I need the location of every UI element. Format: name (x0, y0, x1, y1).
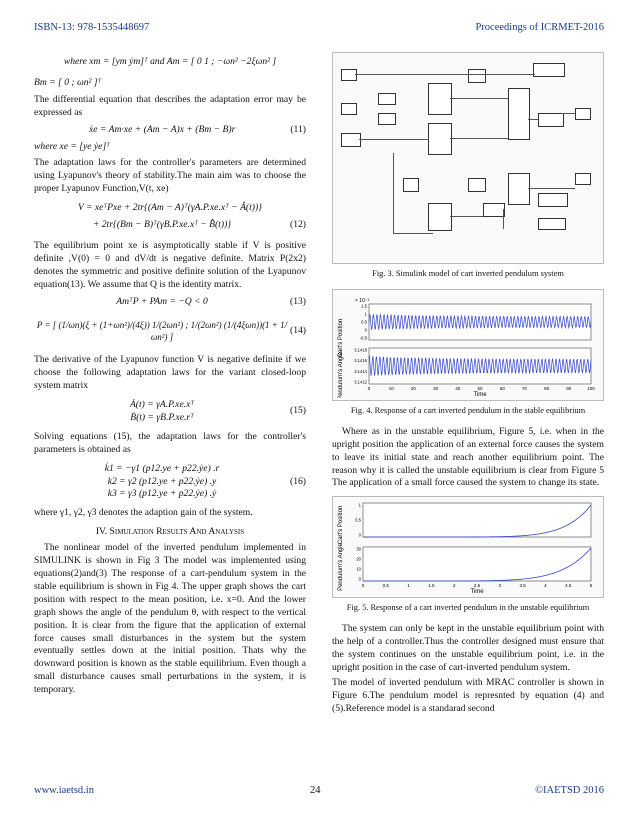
simulink-block (341, 103, 357, 115)
fig4-bottom-axes (369, 348, 591, 384)
x-tick-label: 30 (433, 385, 439, 391)
paragraph-solving: Solving equations (15), the adaptation laws for the controller's parameters is obtained as (34, 430, 306, 455)
x-tick-label: 100 (587, 385, 595, 391)
header-isbn: ISBN-13: 978-1535448697 (34, 22, 150, 33)
signal-line (359, 139, 429, 140)
y-tick-label: 1 (358, 502, 361, 508)
simulink-block (378, 93, 396, 105)
figure-5-unstable-response (332, 496, 604, 598)
simulink-block (483, 203, 505, 217)
figure-4-plot (333, 290, 603, 398)
y-tick-label: 0 (358, 532, 361, 538)
simulink-block (575, 108, 591, 120)
fig4-ylabel-bottom: Pendulum's Angle (338, 351, 344, 398)
signal-line (562, 113, 575, 114)
equation-12a: V = xeᵀPxe + 2tr{(Am − A)ᵀ(γA.P.xe.xᵀ − Â(t))} (77, 202, 263, 214)
simulink-block (378, 113, 396, 125)
figure-5-caption: Fig. 5. Response of a cart inverted pendulum in the unstable equilibrium (346, 603, 590, 613)
x-tick-label: 90 (566, 385, 572, 391)
signal-line (450, 98, 508, 99)
footer-website: www.iaetsd.in (34, 785, 94, 796)
signal-line (528, 119, 538, 120)
x-tick-label: 3.5 (519, 583, 526, 589)
fig4-xlabel: Time (473, 391, 487, 398)
x-tick-label: 50 (477, 385, 483, 391)
equation-bm: Bm = [ 0 ; ωn² ]ᵀ (34, 76, 102, 88)
signal-line (393, 153, 394, 233)
y-tick-label: 10 (356, 566, 361, 572)
simulink-block (468, 69, 486, 83)
y-tick-label: 3.1418 (354, 347, 367, 353)
signal-line (355, 74, 535, 75)
x-tick-label: 10 (388, 385, 394, 391)
y-tick-label: 1 (364, 311, 367, 317)
equation-xm: where xm = [ym ẏm]ᵀ and Am = [ 0 1 ; −ωn² −2ξωn² ] (63, 56, 277, 67)
paragraph-gamma: where γ1, γ2, γ3 denotes the adaption gain of the system. (34, 507, 253, 519)
simulink-block (575, 173, 591, 185)
simulink-block (428, 83, 452, 115)
y-tick-label: 0 (358, 576, 361, 582)
x-tick-label: 40 (455, 385, 461, 391)
y-tick-label: 3.1412 (354, 379, 367, 385)
left-column (34, 52, 306, 699)
paragraph-adapt-error: The differential equation that describes the adaptation error may be expressed as (34, 93, 306, 118)
equation-13: AmᵀP + PAm = −Q < 0 (13) (116, 295, 306, 307)
simulink-block (538, 113, 564, 127)
signal-line (450, 138, 508, 139)
figure-5-plot (333, 497, 603, 595)
x-tick-label: 2 (452, 583, 456, 589)
equation-12b: + 2tr{(Bm − B)ᵀ(γB.P.xe.xᵀ − B̂(t))} (12) (92, 219, 306, 231)
simulink-block (341, 133, 361, 147)
paragraph-unstable-2: The system can only be kept in the unstable equilibrium point with the help of a controller.Thus the controller designed must ensure that the system continues on the unstable equilibrium point, i.e. in the upright position in the case of cart-inverted pendulum system. (332, 623, 604, 673)
paragraph-derivative: The derivative of the Lyapunov function V is negative definite if we choose the following adaptation laws for the variant closed-loop system matrix (34, 354, 306, 392)
x-tick-label: 20 (410, 385, 416, 391)
signal-line (393, 233, 433, 234)
equation-11: ẋe = Am·xe + (Am − A)x + (Bm − B)r (11) (89, 123, 306, 135)
x-tick-label: 4 (544, 583, 547, 589)
y-tick-label: 20 (356, 556, 361, 562)
right-column (332, 52, 604, 718)
page-number: 24 (310, 785, 321, 796)
header-proceedings: Proceedings of ICRMET-2016 (475, 22, 604, 33)
simulink-block (538, 193, 568, 207)
x-tick-label: 60 (499, 385, 505, 391)
y-tick-label: 3.1414 (354, 368, 367, 374)
fig5-ylabel-bottom: Pendulum's Angle (338, 543, 344, 592)
signal-line (503, 209, 504, 229)
simulink-block (428, 123, 452, 155)
fig5-top-axes (363, 503, 591, 537)
paragraph-mrac: The model of inverted pendulum with MRAC controller is shown in Figure 6.The pendulum model is represnted by equation (4) and (5).Reference model is a standarad second (332, 676, 604, 714)
x-tick-label: 0 (367, 385, 371, 391)
y-tick-label: 0 (364, 327, 367, 333)
simulink-block (508, 88, 530, 140)
y-tick-label: 3.1416 (354, 358, 367, 364)
equation-15: Ȧ(t) = γA.P.xe.xᵀ Ḃ(t) = γB.P.xe.rᵀ (15) (129, 399, 306, 423)
section-heading: IV. Simulation Results And Analysis (95, 526, 245, 538)
y-tick-label: 0.5 (361, 319, 367, 325)
x-tick-label: 2.5 (473, 583, 481, 589)
x-tick-label: 1 (407, 583, 410, 589)
y-tick-label: 30 (356, 546, 361, 552)
equation-14: P = [ (1/ωn)(ξ + (1+ωn²)/(4ξ)) 1/(2ωn²) ; 1/(2ωn²) (1/(4ξωn))(1 + 1/ωn²) ] (14) (36, 319, 306, 343)
fig4-exponent: × 10⁻³ (355, 297, 370, 304)
y-tick-label: -0.5 (359, 335, 367, 341)
simulink-block (538, 218, 566, 230)
fig5-xlabel: Time (470, 589, 484, 596)
figure-4-caption: Fig. 4. Response of a cart inverted pendulum in the stable equilibrium (350, 405, 586, 415)
footer-copyright: ©IAETSD 2016 (535, 785, 604, 796)
x-tick-label: 0 (361, 583, 365, 589)
signal-line (528, 188, 575, 189)
paragraph-simulation: The nonlinear model of the inverted pendulum implemented in SIMULINK is shown in Fig 3 The model was implemented using equations(2)and(3) The response of a cart-pendulum system in the stable equilibrium is shown in Fig 4. The upper graph shows the cart position with respect to the mean position, i.e. x=0. And the lower graph shows the angle of the pendulum θ, with respect to the vertical position. It is clear from the figure that the application of external force causes small disturbances in the system but the system eventually settles down at the initial position. Thats why the downward position is known as the stable equilibrium. Even though a small disturbance causes small perturbations in the system, it is temporary. (34, 542, 306, 696)
equation-16: k̇1 = −γ1 (p12.ye + p22.ẏe) .r k2 = γ2 (p12.ye + p22.ẏe) .y k3 = γ3 (p12.ye + p22.ẏe) .ẏ (16) (104, 462, 306, 500)
x-tick-label: 3 (498, 583, 502, 589)
simulink-block (508, 173, 530, 205)
x-tick-label: 80 (544, 385, 550, 391)
figure-4-stable-response (332, 289, 604, 401)
x-tick-label: 5 (589, 583, 593, 589)
fig5-ylabel-top: Cart's Position (338, 506, 344, 545)
simulink-block (468, 178, 486, 192)
equation-xe: where xe = [ye ẏe]ᵀ (34, 140, 110, 152)
x-tick-label: 70 (521, 385, 527, 391)
simulink-block (341, 69, 357, 81)
signal-line (450, 216, 483, 217)
paragraph-unstable-1: Where as in the unstable equilibrium, Figure 5, i.e. when in the upright position the application of an external force causes the system to leave its initial state and reach another equilibrium point. The reason why it is called the unstable equilibrium is clear from Figure 5 The application of a small force caused the system to change its state. (332, 425, 604, 489)
paragraph-equilibrium: The equilibrium point xe is asymptotically stable if V is positive definite ,V(0) = 0 and dV/dt is negative definite. Matrix P(2x2) denotes the symmetric and positive definite solution of the Lyapunov equation(13). We assume that Q is the identity matrix. (34, 239, 306, 290)
paragraph-lyapunov: The adaptation laws for the controller's parameters are determined using Lyapunov's theory of stability.The main aim was to choose the proper Lyapunov Function,V(t, xe) (34, 157, 306, 195)
simulink-block (533, 63, 565, 77)
y-tick-label: 1.5 (361, 303, 367, 309)
simulink-block (428, 203, 452, 231)
y-tick-label: 0.5 (355, 517, 361, 523)
fig5-bottom-axes (363, 547, 591, 581)
x-tick-label: 4.5 (565, 583, 572, 589)
figure-3-caption: Fig. 3. Simulink model of cart inverted pendulum system (372, 269, 564, 278)
fig4-ylabel-top: Cart's Position (338, 318, 344, 358)
x-tick-label: 1.5 (428, 583, 435, 589)
simulink-block (403, 178, 419, 192)
figure-3-simulink-diagram (332, 52, 604, 264)
x-tick-label: 0.5 (382, 583, 389, 589)
